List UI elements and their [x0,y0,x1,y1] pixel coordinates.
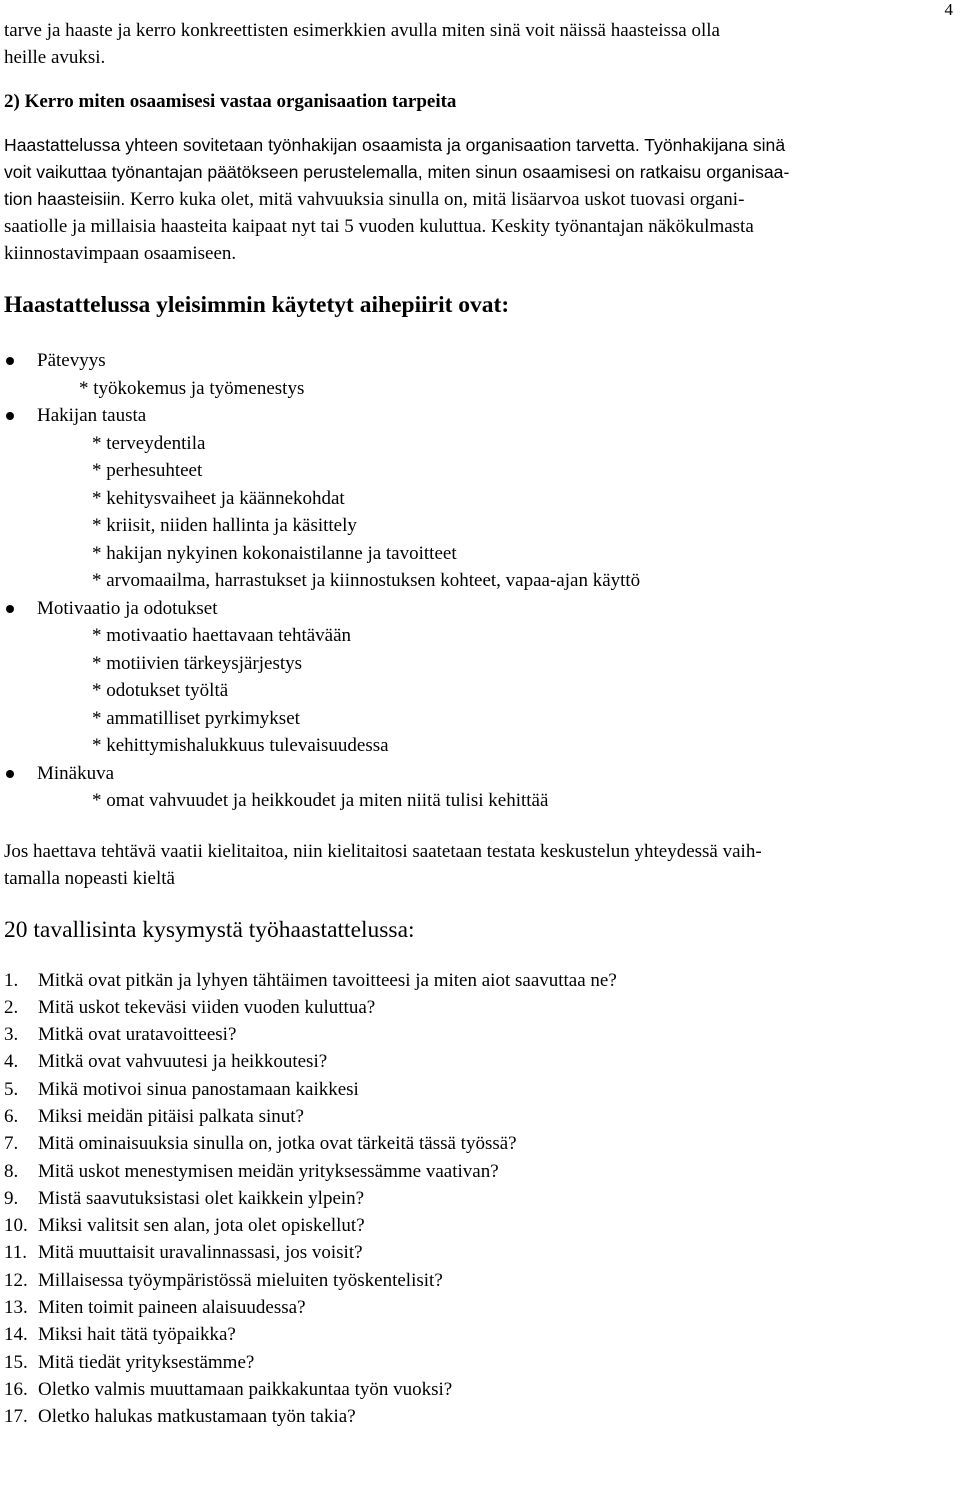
question-number: 12. [4,1269,28,1291]
question-number: 1. [4,969,19,991]
bullet-icon [6,605,14,613]
question-text: Mikä motivoi sinua panostamaan kaikkesi [38,1078,359,1100]
paragraph-line: saatiolle ja millaisia haasteita kaipaat nyt tai 5 vuoden kuluttua. Keskity työnantajan näkökulmasta [4,216,754,237]
bullet-icon [6,412,14,420]
question-text: Mitä uskot menestymisen meidän yrityksessämme vaativan? [38,1160,499,1182]
topic-subitem: * kehittymishalukkuus tulevaisuudessa [92,735,389,756]
question-number: 4. [4,1051,19,1073]
question-number: 2. [4,996,19,1018]
question-text: Mitä ominaisuuksia sinulla on, jotka ovat tärkeitä tässä työssä? [38,1133,517,1155]
question-text: Miksi hait tätä työpaikka? [38,1324,236,1346]
topic-label: Minäkuva [37,762,115,784]
topics-list [4,347,950,815]
bullet-icon [6,357,14,365]
paragraph-fragment-sans: tion haasteisiin. [4,189,126,209]
paragraph-fragment-serif: Kerro kuka olet, mitä vahvuuksia sinulla on, mitä lisäarvoa uskot tuovasi organi- [125,189,745,210]
question-item [4,1239,950,1266]
topic-label: Pätevyys [37,350,106,371]
topic-subitem: * työkokemus ja työmenestys [79,377,305,399]
topic-item [4,347,950,375]
question-item [4,1048,950,1075]
questions-list [4,967,950,1431]
question-number: 9. [4,1187,19,1209]
topic-subitem: * hakijan nykyinen kokonaistilanne ja tavoitteet [92,542,457,564]
question-text: Mistä saavutuksistasi olet kaikkein ylpein? [38,1187,365,1209]
question-number: 15. [4,1351,28,1373]
question-number: 13. [4,1297,28,1319]
question-number: 7. [4,1133,19,1155]
question-item [4,1294,950,1321]
questions-heading: 20 tavallisinta kysymystä työhaastattelussa: [4,916,415,943]
topic-item [4,760,950,788]
section-2-heading: 2) Kerro miten osaamisesi vastaa organisaation tarpeita [4,91,457,112]
question-text: Miksi meidän pitäisi palkata sinut? [38,1105,304,1127]
question-number: 8. [4,1160,19,1182]
question-item [4,994,950,1021]
question-number: 5. [4,1078,19,1100]
topic-subitem: * odotukset työltä [92,680,229,701]
paragraph-line: Haastattelussa yhteen sovitetaan työnhakijan osaamista ja organisaation tarvetta. Työnhakijana sinä [4,135,786,155]
question-item [4,1130,950,1157]
question-item [4,1158,950,1185]
question-text: Mitkä ovat pitkän ja lyhyen tähtäimen tavoitteesi ja miten aiot saavuttaa ne? [38,969,617,991]
topic-subitem: * perhesuhteet [92,460,203,481]
topic-subitem: * motiivien tärkeysjärjestys [92,652,303,674]
topic-item [4,402,950,430]
topic-subitem: * omat vahvuudet ja heikkoudet ja miten niitä tulisi kehittää [92,790,549,811]
section-2-paragraph [4,132,950,267]
question-number: 3. [4,1024,19,1046]
bullet-icon [6,770,14,778]
question-item [4,1267,950,1294]
topic-label: Hakijan tausta [37,405,147,426]
topic-subitem: * ammatilliset pyrkimykset [92,707,300,729]
question-item [4,1103,950,1130]
topic-subitem: * arvomaailma, harrastukset ja kiinnostuksen kohteet, vapaa-ajan käyttö [92,570,641,591]
question-text: Miten toimit paineen alaisuudessa? [38,1297,306,1319]
question-number: 11. [4,1242,28,1264]
topic-subitem: * kriisit, niiden hallinta ja käsittely [92,515,357,536]
topic-subitem: * terveydentila [92,432,206,454]
intro-line-1: tarve ja haaste ja kerro konkreettisten esimerkkien avulla miten sinä voit näissä haasteissa olla [4,20,720,41]
language-line-2: tamalla nopeasti kieltä [4,867,175,889]
intro-line-2: heille avuksi. [4,47,106,68]
topic-subitem: * kehitysvaiheet ja käännekohdat [92,487,345,509]
question-number: 10. [4,1215,28,1237]
question-item [4,1021,950,1048]
question-text: Miksi valitsit sen alan, jota olet opiskellut? [38,1215,365,1237]
question-item [4,1349,950,1376]
question-text: Mitä muuttaisit uravalinnassasi, jos voisit? [38,1242,363,1264]
question-item [4,1403,950,1430]
topic-item [4,595,950,623]
question-text: Mitkä ovat vahvuutesi ja heikkoutesi? [38,1051,328,1073]
paragraph-line: kiinnostavimpaan osaamiseen. [4,243,237,264]
paragraph-line: voit vaikuttaa työnantajan päätökseen perustelemalla, miten sinun osaamisesi on ratkaisu organisaa- [4,162,790,182]
paragraph-line [4,186,950,213]
question-text: Mitä uskot tekeväsi viiden vuoden kuluttua? [38,996,376,1018]
question-item [4,1376,950,1403]
topics-heading: Haastattelussa yleisimmin käytetyt aihepiirit ovat: [4,292,510,318]
question-number: 16. [4,1378,28,1400]
question-text: Oletko halukas matkustamaan työn takia? [38,1406,356,1428]
question-number: 6. [4,1105,19,1127]
question-text: Millaisessa työympäristössä mieluiten työskentelisit? [38,1269,443,1291]
question-text: Mitkä ovat uratavoitteesi? [38,1024,237,1046]
question-number: 14. [4,1324,28,1346]
question-item [4,967,950,994]
question-number: 17. [4,1406,28,1428]
page-number: 4 [944,0,953,19]
question-item [4,1321,950,1348]
page-content [4,17,950,1431]
question-item [4,1076,950,1103]
question-item [4,1212,950,1239]
question-item [4,1185,950,1212]
question-text: Oletko valmis muuttamaan paikkakuntaa työn vuoksi? [38,1378,453,1400]
topic-subitem: * motivaatio haettavaan tehtävään [92,625,352,646]
language-line-1: Jos haettava tehtävä vaatii kielitaitoa, niin kielitaitosi saatetaan testata keskustelun yhteydessä vaih- [4,840,762,862]
topic-label: Motivaatio ja odotukset [37,597,218,619]
question-text: Mitä tiedät yrityksestämme? [38,1351,255,1373]
